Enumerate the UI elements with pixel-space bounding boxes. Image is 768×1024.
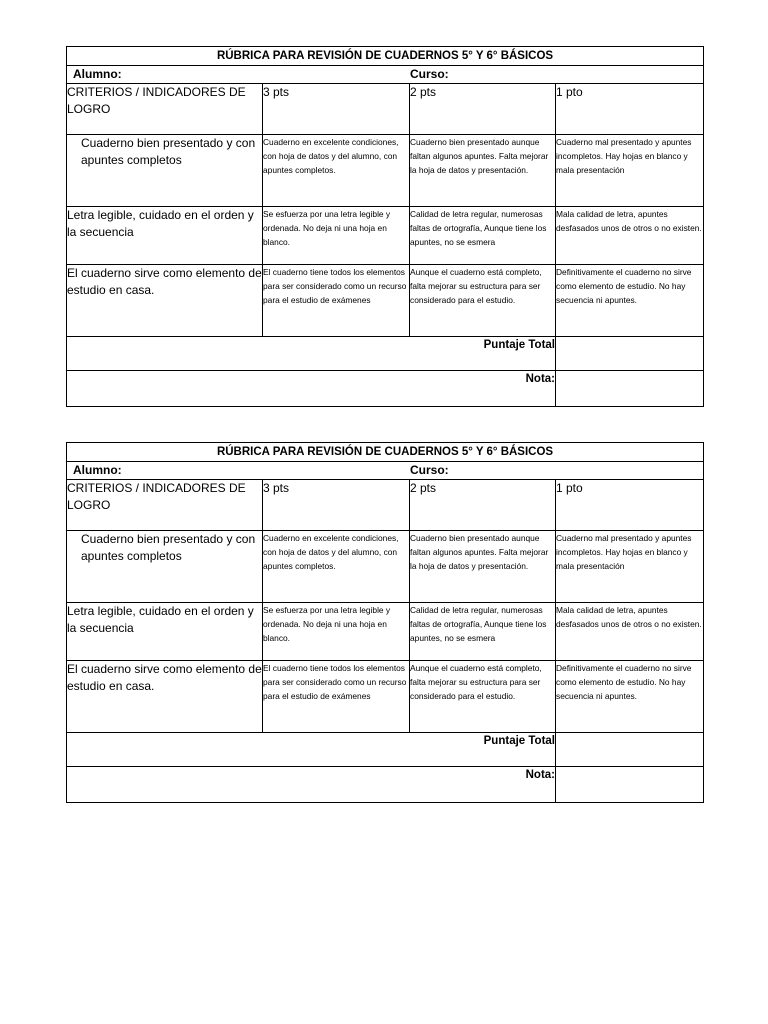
- criterion-presentation: Cuaderno bien presentado y con apuntes completos: [67, 135, 263, 207]
- rubric-table-1: [66, 46, 704, 407]
- student-info-row: [67, 66, 704, 84]
- descriptor-cell: Mala calidad de letra, apuntes desfasados unos de otros o no existen.: [556, 603, 704, 661]
- descriptor-cell: Cuaderno mal presentado y apuntes incompletos. Hay hojas en blanco y mala presentación: [556, 135, 704, 207]
- descriptor-cell: Cuaderno en excelente condiciones, con hoja de datos y del alumno, con apuntes completos.: [263, 135, 410, 207]
- descriptor-cell: Cuaderno bien presentado aunque faltan algunos apuntes. Falta mejorar la hoja de datos y presentación.: [410, 135, 556, 207]
- curso-label: Curso:: [410, 463, 449, 477]
- criterion-study-use: El cuaderno sirve como elemento de estudio en casa.: [67, 265, 263, 337]
- total-score-label: Puntaje Total: [67, 337, 556, 371]
- curso-label: Curso:: [410, 67, 449, 81]
- header-criteria: CRITERIOS / INDICADORES DE LOGRO: [67, 480, 263, 531]
- total-score-field[interactable]: [556, 337, 704, 371]
- descriptor-cell: Cuaderno bien presentado aunque faltan algunos apuntes. Falta mejorar la hoja de datos y presentación.: [410, 531, 556, 603]
- header-3pts: 3 pts: [263, 84, 410, 135]
- descriptor-cell: Se esfuerza por una letra legible y ordenada. No deja ni una hoja en blanco.: [263, 603, 410, 661]
- criterion-handwriting: Letra legible, cuidado en el orden y la secuencia: [67, 207, 263, 265]
- grade-field[interactable]: [556, 371, 704, 407]
- criterion-study-use: El cuaderno sirve como elemento de estudio en casa.: [67, 661, 263, 733]
- descriptor-cell: Se esfuerza por una letra legible y ordenada. No deja ni una hoja en blanco.: [263, 207, 410, 265]
- descriptor-cell: Calidad de letra regular, numerosas faltas de ortografía, Aunque tiene los apuntes, no se esmera: [410, 603, 556, 661]
- header-3pts: 3 pts: [263, 480, 410, 531]
- alumno-label: Alumno:: [73, 67, 122, 81]
- descriptor-cell: El cuaderno tiene todos los elementos para ser considerado como un recurso para el estudio de exámenes: [263, 265, 410, 337]
- rubric-table-2: [66, 442, 704, 803]
- rubric-title: RÚBRICA PARA REVISIÓN DE CUADERNOS 5° Y 6° BÁSICOS: [67, 443, 704, 462]
- descriptor-cell: Aunque el cuaderno está completo, falta mejorar su estructura para ser considerado para el estudio.: [410, 661, 556, 733]
- descriptor-cell: Cuaderno en excelente condiciones, con hoja de datos y del alumno, con apuntes completos.: [263, 531, 410, 603]
- descriptor-cell: Definitivamente el cuaderno no sirve como elemento de estudio. No hay secuencia ni apuntes.: [556, 661, 704, 733]
- rubric-title: RÚBRICA PARA REVISIÓN DE CUADERNOS 5° Y 6° BÁSICOS: [67, 47, 704, 66]
- total-score-label: Puntaje Total: [67, 733, 556, 767]
- header-1pto: 1 pto: [556, 84, 704, 135]
- criterion-presentation: Cuaderno bien presentado y con apuntes completos: [67, 531, 263, 603]
- descriptor-cell: Mala calidad de letra, apuntes desfasados unos de otros o no existen.: [556, 207, 704, 265]
- grade-label: Nota:: [67, 371, 556, 407]
- student-info-row: [67, 462, 704, 480]
- descriptor-cell: Aunque el cuaderno está completo, falta mejorar su estructura para ser considerado para el estudio.: [410, 265, 556, 337]
- total-score-field[interactable]: [556, 733, 704, 767]
- descriptor-cell: Calidad de letra regular, numerosas faltas de ortografía, Aunque tiene los apuntes, no se esmera: [410, 207, 556, 265]
- header-criteria: CRITERIOS / INDICADORES DE LOGRO: [67, 84, 263, 135]
- descriptor-cell: Cuaderno mal presentado y apuntes incompletos. Hay hojas en blanco y mala presentación: [556, 531, 704, 603]
- descriptor-cell: Definitivamente el cuaderno no sirve como elemento de estudio. No hay secuencia ni apuntes.: [556, 265, 704, 337]
- header-2pts: 2 pts: [410, 480, 556, 531]
- descriptor-cell: El cuaderno tiene todos los elementos para ser considerado como un recurso para el estudio de exámenes: [263, 661, 410, 733]
- header-1pto: 1 pto: [556, 480, 704, 531]
- grade-field[interactable]: [556, 767, 704, 803]
- grade-label: Nota:: [67, 767, 556, 803]
- alumno-label: Alumno:: [73, 463, 122, 477]
- criterion-handwriting: Letra legible, cuidado en el orden y la secuencia: [67, 603, 263, 661]
- header-2pts: 2 pts: [410, 84, 556, 135]
